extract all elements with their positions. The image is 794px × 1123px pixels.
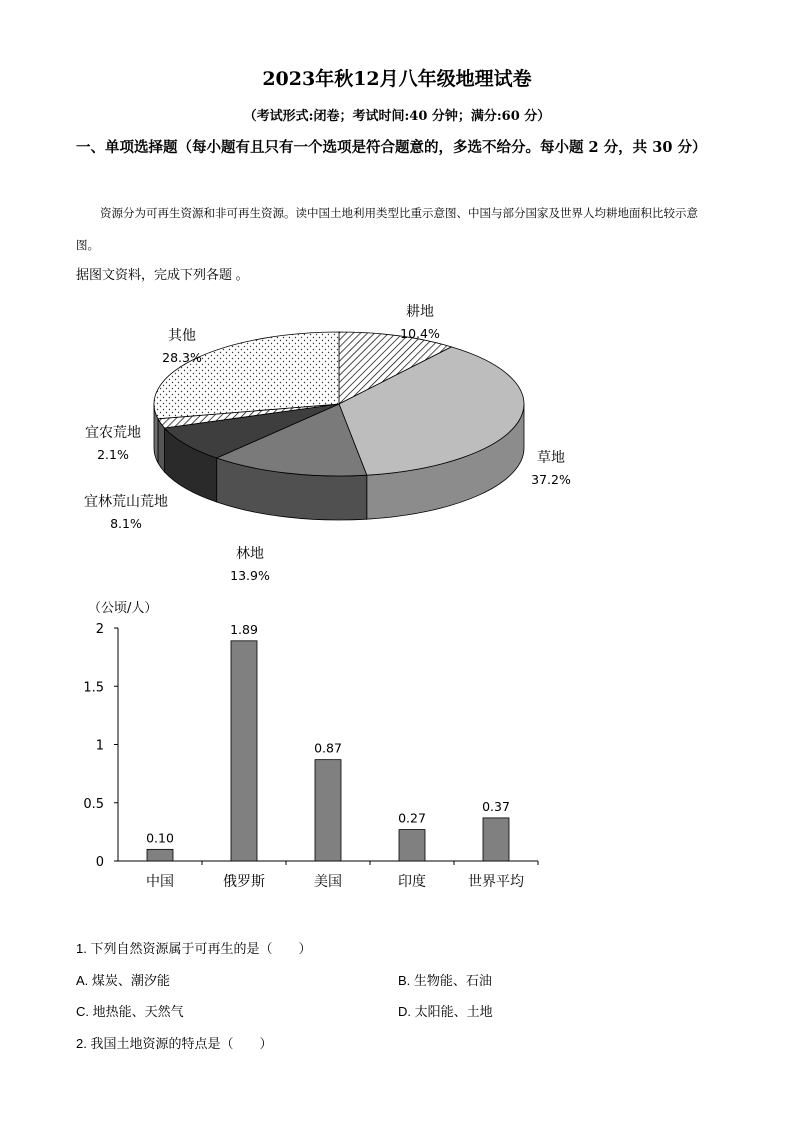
pie-label-1: 草地 <box>537 450 565 466</box>
bar-2 <box>315 760 341 861</box>
instruction-text: 据图文资料，完成下列各题 。 <box>76 267 249 282</box>
pie-label-3: 宜林荒山荒地 <box>84 494 168 510</box>
pie-label-4: 宜农荒地 <box>85 425 141 441</box>
bar-3 <box>399 830 425 861</box>
pie-value-label-4: 2.1% <box>97 447 129 462</box>
pie-value-label-2: 13.9% <box>230 568 270 583</box>
question-1-option-a: A. 煤炭、潮汐能 <box>76 973 170 988</box>
question-1-option-b: B. 生物能、石油 <box>398 973 492 988</box>
question-1-option-c: C. 地热能、天然气 <box>76 1004 184 1019</box>
bar-category-label-0: 中国 <box>146 874 174 890</box>
bar-value-label-4: 0.37 <box>482 798 510 814</box>
bar-category-label-3: 印度 <box>398 874 426 890</box>
pie-label-0: 耕地 <box>406 304 434 320</box>
bar-value-label-2: 0.87 <box>314 740 342 756</box>
exam-info: （考试形式:闭卷；考试时间:40 分钟；满分:60 分） <box>243 109 551 124</box>
bar-1 <box>231 641 257 861</box>
question-1-stem: 1. 下列自然资源属于可再生的是（ ） <box>76 941 312 956</box>
page-title: 2023年秋12月八年级地理试卷 <box>262 68 532 90</box>
pie-value-label-3: 8.1% <box>110 516 142 531</box>
intro-text: 资源分为可再生资源和非可再生资源。读中国土地利用类型比重示意图、中国与部分国家及世界人均耕地面积比较示意图。 <box>76 206 698 252</box>
bar-value-label-0: 0.10 <box>146 830 174 846</box>
bar-4 <box>483 818 509 861</box>
bar-y-tick-label: 0.5 <box>83 796 104 812</box>
section-heading: 一、单项选择题（每小题有且只有一个选项是符合题意的，多选不给分。每小题 2 分，共 30 分） <box>76 139 707 156</box>
pie-label-2: 林地 <box>236 546 264 562</box>
bar-0 <box>147 849 173 861</box>
question-2-stem: 2. 我国土地资源的特点是（ ） <box>76 1036 273 1051</box>
bar-y-tick-label: 0 <box>95 855 104 870</box>
question-1-option-d: D. 太阳能、土地 <box>398 1004 493 1019</box>
pie-label-5: 其他 <box>168 328 196 344</box>
bar-category-label-1: 俄罗斯 <box>223 874 265 890</box>
pie-value-label-0: 10.4% <box>400 326 440 341</box>
bar-y-axis-label: （公顷/人） <box>88 601 158 616</box>
bar-category-label-2: 美国 <box>314 874 342 890</box>
bar-category-label-4: 世界平均 <box>468 874 524 890</box>
bar-y-tick-label: 1 <box>95 738 104 754</box>
pie-value-label-1: 37.2% <box>531 472 571 487</box>
bar-y-tick-label: 1.5 <box>83 680 104 696</box>
pie-value-label-5: 28.3% <box>162 350 202 365</box>
bar-marks <box>146 622 524 890</box>
bar-value-label-1: 1.89 <box>230 621 258 637</box>
bar-y-tick-label: 2 <box>95 622 104 637</box>
bar-value-label-3: 0.27 <box>398 810 426 826</box>
